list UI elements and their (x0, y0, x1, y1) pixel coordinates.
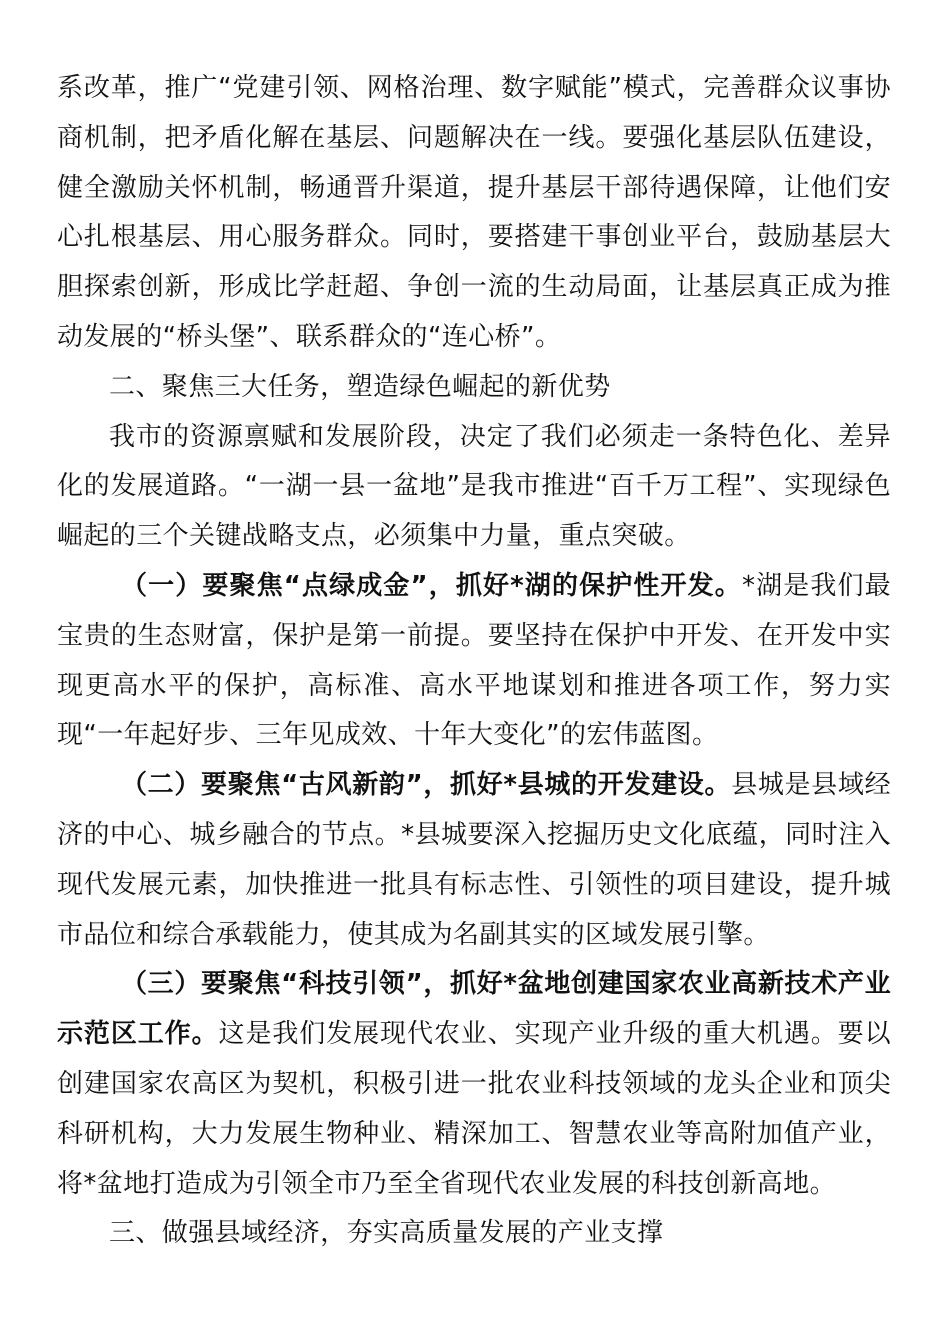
paragraph-text: 系改革，推广“党建引领、网格治理、数字赋能”模式，完善群众议事协商机制，把矛盾化解在基层、问题解决在一线。要强化基层队伍建设，健全激励关怀机制，畅通晋升渠道，提升基层干部待遇保障，让他们安心扎根基层、用心服务群众。同时，要搭建干事创业平台，鼓励基层大胆探索创新，形成比学赶超、争创一流的生动局面，让基层真正成为推动发展的“桥头堡”、联系群众的“连心桥”。 (57, 73, 891, 352)
body-paragraph (57, 413, 891, 562)
body-paragraph (57, 761, 891, 960)
subsection-lead: （二）要聚焦“古风新韵”，抓好*县城的开发建设。 (121, 770, 732, 801)
section-heading-text: 二、聚焦三大任务，塑造绿色崛起的新优势 (109, 371, 611, 402)
section-heading (57, 1209, 891, 1259)
section-heading-text: 三、做强县域经济，夯实高质量发展的产业支撑 (109, 1218, 664, 1249)
subsection-lead: （三）要聚焦“科技引领”，抓好*盆地创建国家农业高新技术产业示范区工作。 (57, 969, 891, 1050)
paragraph-text: 这是我们发展现代农业、实现产业升级的重大机遇。要以创建国家农高区为契机，积极引进一批农业科技领域的龙头企业和顶尖科研机构，大力发展生物种业、精深加工、智慧农业等高附加值产业，将*盆地打造成为引领全市乃至全省现代农业发展的科技创新高地。 (57, 1019, 891, 1199)
section-heading (57, 363, 891, 413)
subsection-lead: （一）要聚焦“点绿成金”，抓好*湖的保护性开发。 (121, 570, 742, 601)
document-body (57, 64, 891, 1259)
paragraph-text: 我市的资源禀赋和发展阶段，决定了我们必须走一条特色化、差异化的发展道路。“一湖一县一盆地”是我市推进“百千万工程”、实现绿色崛起的三个关键战略支点，必须集中力量，重点突破。 (57, 421, 891, 552)
paragraph-text: *湖是我们最宝贵的生态财富，保护是第一前提。要坚持在保护中开发、在开发中实现更高水平的保护，高标准、高水平地谋划和推进各项工作，努力实现“一年起好步、三年见成效、十年大变化”的宏伟蓝图。 (57, 570, 891, 751)
body-paragraph (57, 562, 891, 761)
body-paragraph (57, 960, 891, 1209)
body-paragraph (57, 64, 891, 363)
paragraph-text: 县城是县域经济的中心、城乡融合的节点。*县城要深入挖掘历史文化底蕴，同时注入现代发展元素，加快推进一批具有标志性、引领性的项目建设，提升城市品位和综合承载能力，使其成为名副其实的区域发展引擎。 (57, 770, 892, 950)
